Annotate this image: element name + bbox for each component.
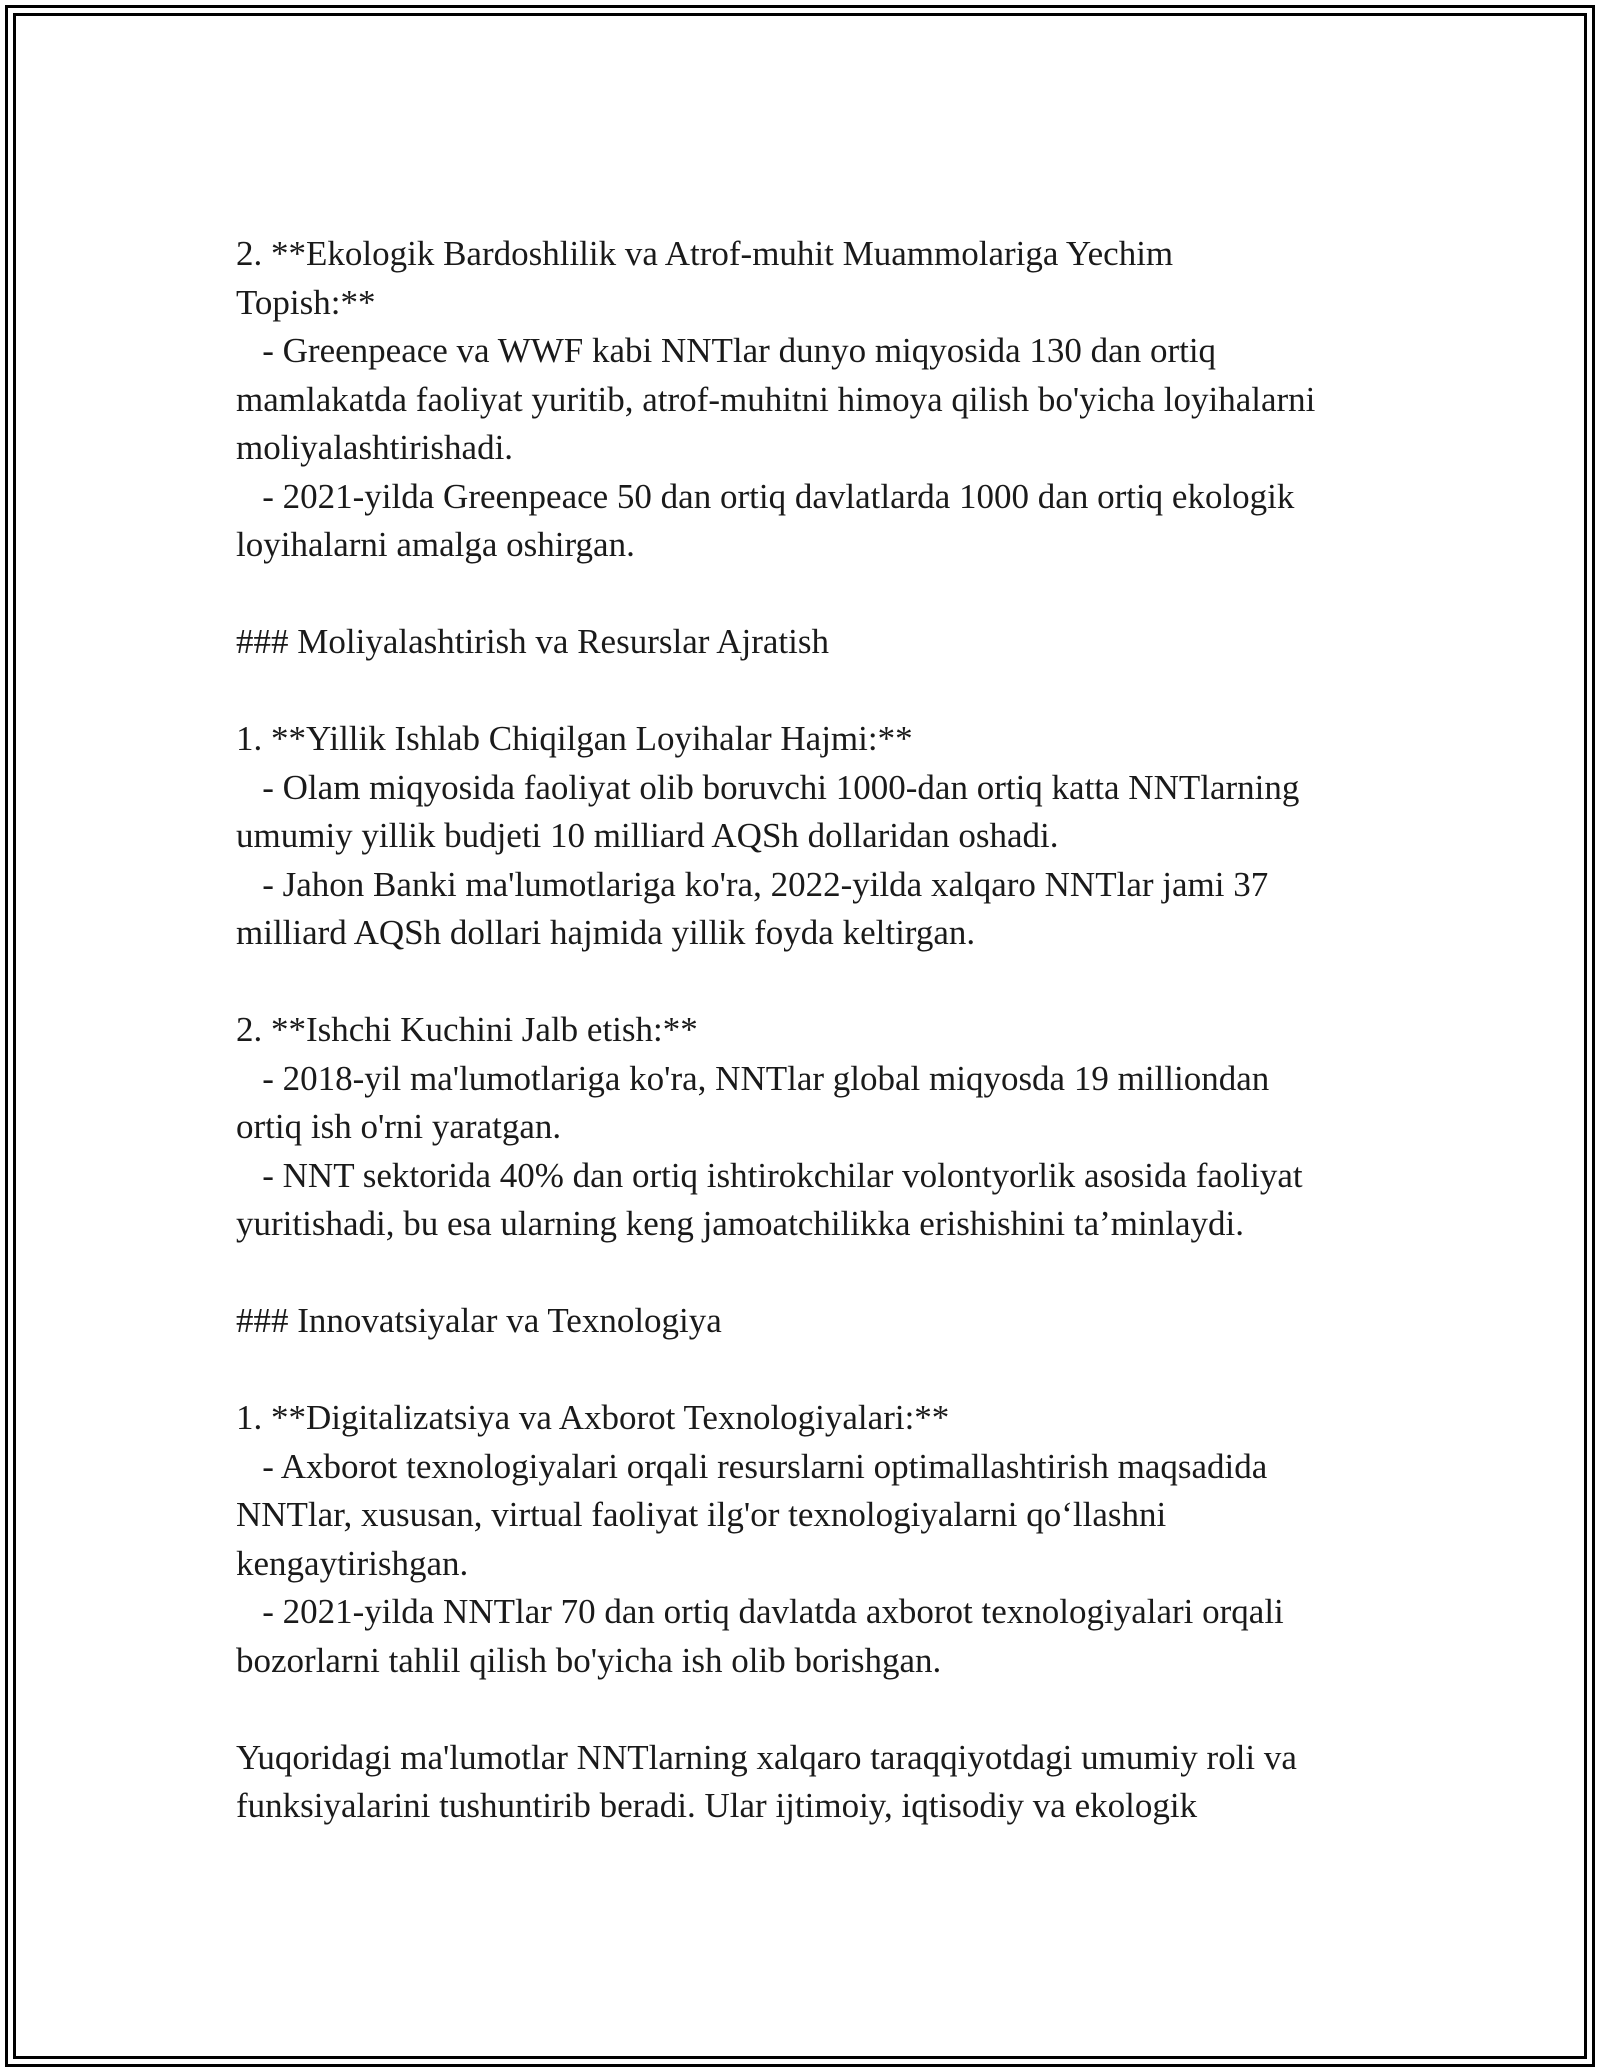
text-line: - Jahon Banki ma'lumotlariga ko'ra, 2022-yilda xalqaro NNTlar jami 37 [236,864,1269,904]
text-line: kengaytirishgan. [236,1543,469,1583]
blank-line [236,1685,1406,1734]
text-line: - Olam miqyosida faoliyat olib boruvchi 1000-dan ortiq katta NNTlarning [236,767,1300,807]
blank-line [236,667,1406,716]
text-line: - 2021-yilda Greenpeace 50 dan ortiq davlatlarda 1000 dan ortiq ekologik [236,476,1295,516]
blank-line [236,958,1406,1007]
text-line: 2. **Ishchi Kuchini Jalb etish:** [236,1010,698,1049]
document-body [236,230,1406,1831]
blank-line [236,1249,1406,1298]
text-line: yuritishadi, bu esa ularning keng jamoatchilikka erishishini ta’minlaydi. [236,1204,1244,1243]
text-line: loyihalarni amalga oshirgan. [236,525,635,564]
text-line: 2. **Ekologik Bardoshlilik va Atrof-muhit Muammolariga Yechim [236,234,1174,273]
text-line: - 2018-yil ma'lumotlariga ko'ra, NNTlar global miqyosda 19 milliondan [236,1058,1270,1098]
text-line: Topish:** [236,282,376,322]
text-line: 1. **Yillik Ishlab Chiqilgan Loyihalar Hajmi:** [236,719,913,758]
text-line: 1. **Digitalizatsiya va Axborot Texnologiyalari:** [236,1398,950,1437]
section-heading: ### Moliyalashtirish va Resurslar Ajratish [236,622,829,661]
text-line: - Axborot texnologiyalari orqali resurslarni optimallashtirish maqsadida [236,1446,1268,1486]
text-line: umumiy yillik budjeti 10 milliard AQSh dollaridan oshadi. [236,816,1059,855]
text-line: bozorlarni tahlil qilish bo'yicha ish olib borishgan. [236,1640,942,1680]
text-line: milliard AQSh dollari hajmida yillik foyda keltirgan. [236,913,976,952]
blank-line [236,1346,1406,1395]
text-line: - NNT sektorida 40% dan ortiq ishtirokchilar volontyorlik asosida faoliyat [236,1155,1303,1195]
text-line: - 2021-yilda NNTlar 70 dan ortiq davlatda axborot texnologiyalari orqali [236,1592,1284,1631]
text-line: Yuqoridagi ma'lumotlar NNTlarning xalqaro taraqqiyotdagi umumiy roli va [236,1737,1297,1777]
text-line: ortiq ish o'rni yaratgan. [236,1107,562,1146]
section-heading: ### Innovatsiyalar va Texnologiya [236,1301,722,1340]
text-line: NNTlar, xususan, virtual faoliyat ilg'or texnologiyalarni qo‘llashni [236,1495,1167,1534]
text-line: - Greenpeace va WWF kabi NNTlar dunyo miqyosida 130 dan ortiq [236,331,1217,370]
blank-line [236,570,1406,619]
text-line: moliyalashtirishadi. [236,428,514,467]
text-line: funksiyalarini tushuntirib beradi. Ular ijtimoiy, iqtisodiy va ekologik [236,1786,1198,1825]
text-line: mamlakatda faoliyat yuritib, atrof-muhitni himoya qilish bo'yicha loyihalarni [236,379,1316,419]
